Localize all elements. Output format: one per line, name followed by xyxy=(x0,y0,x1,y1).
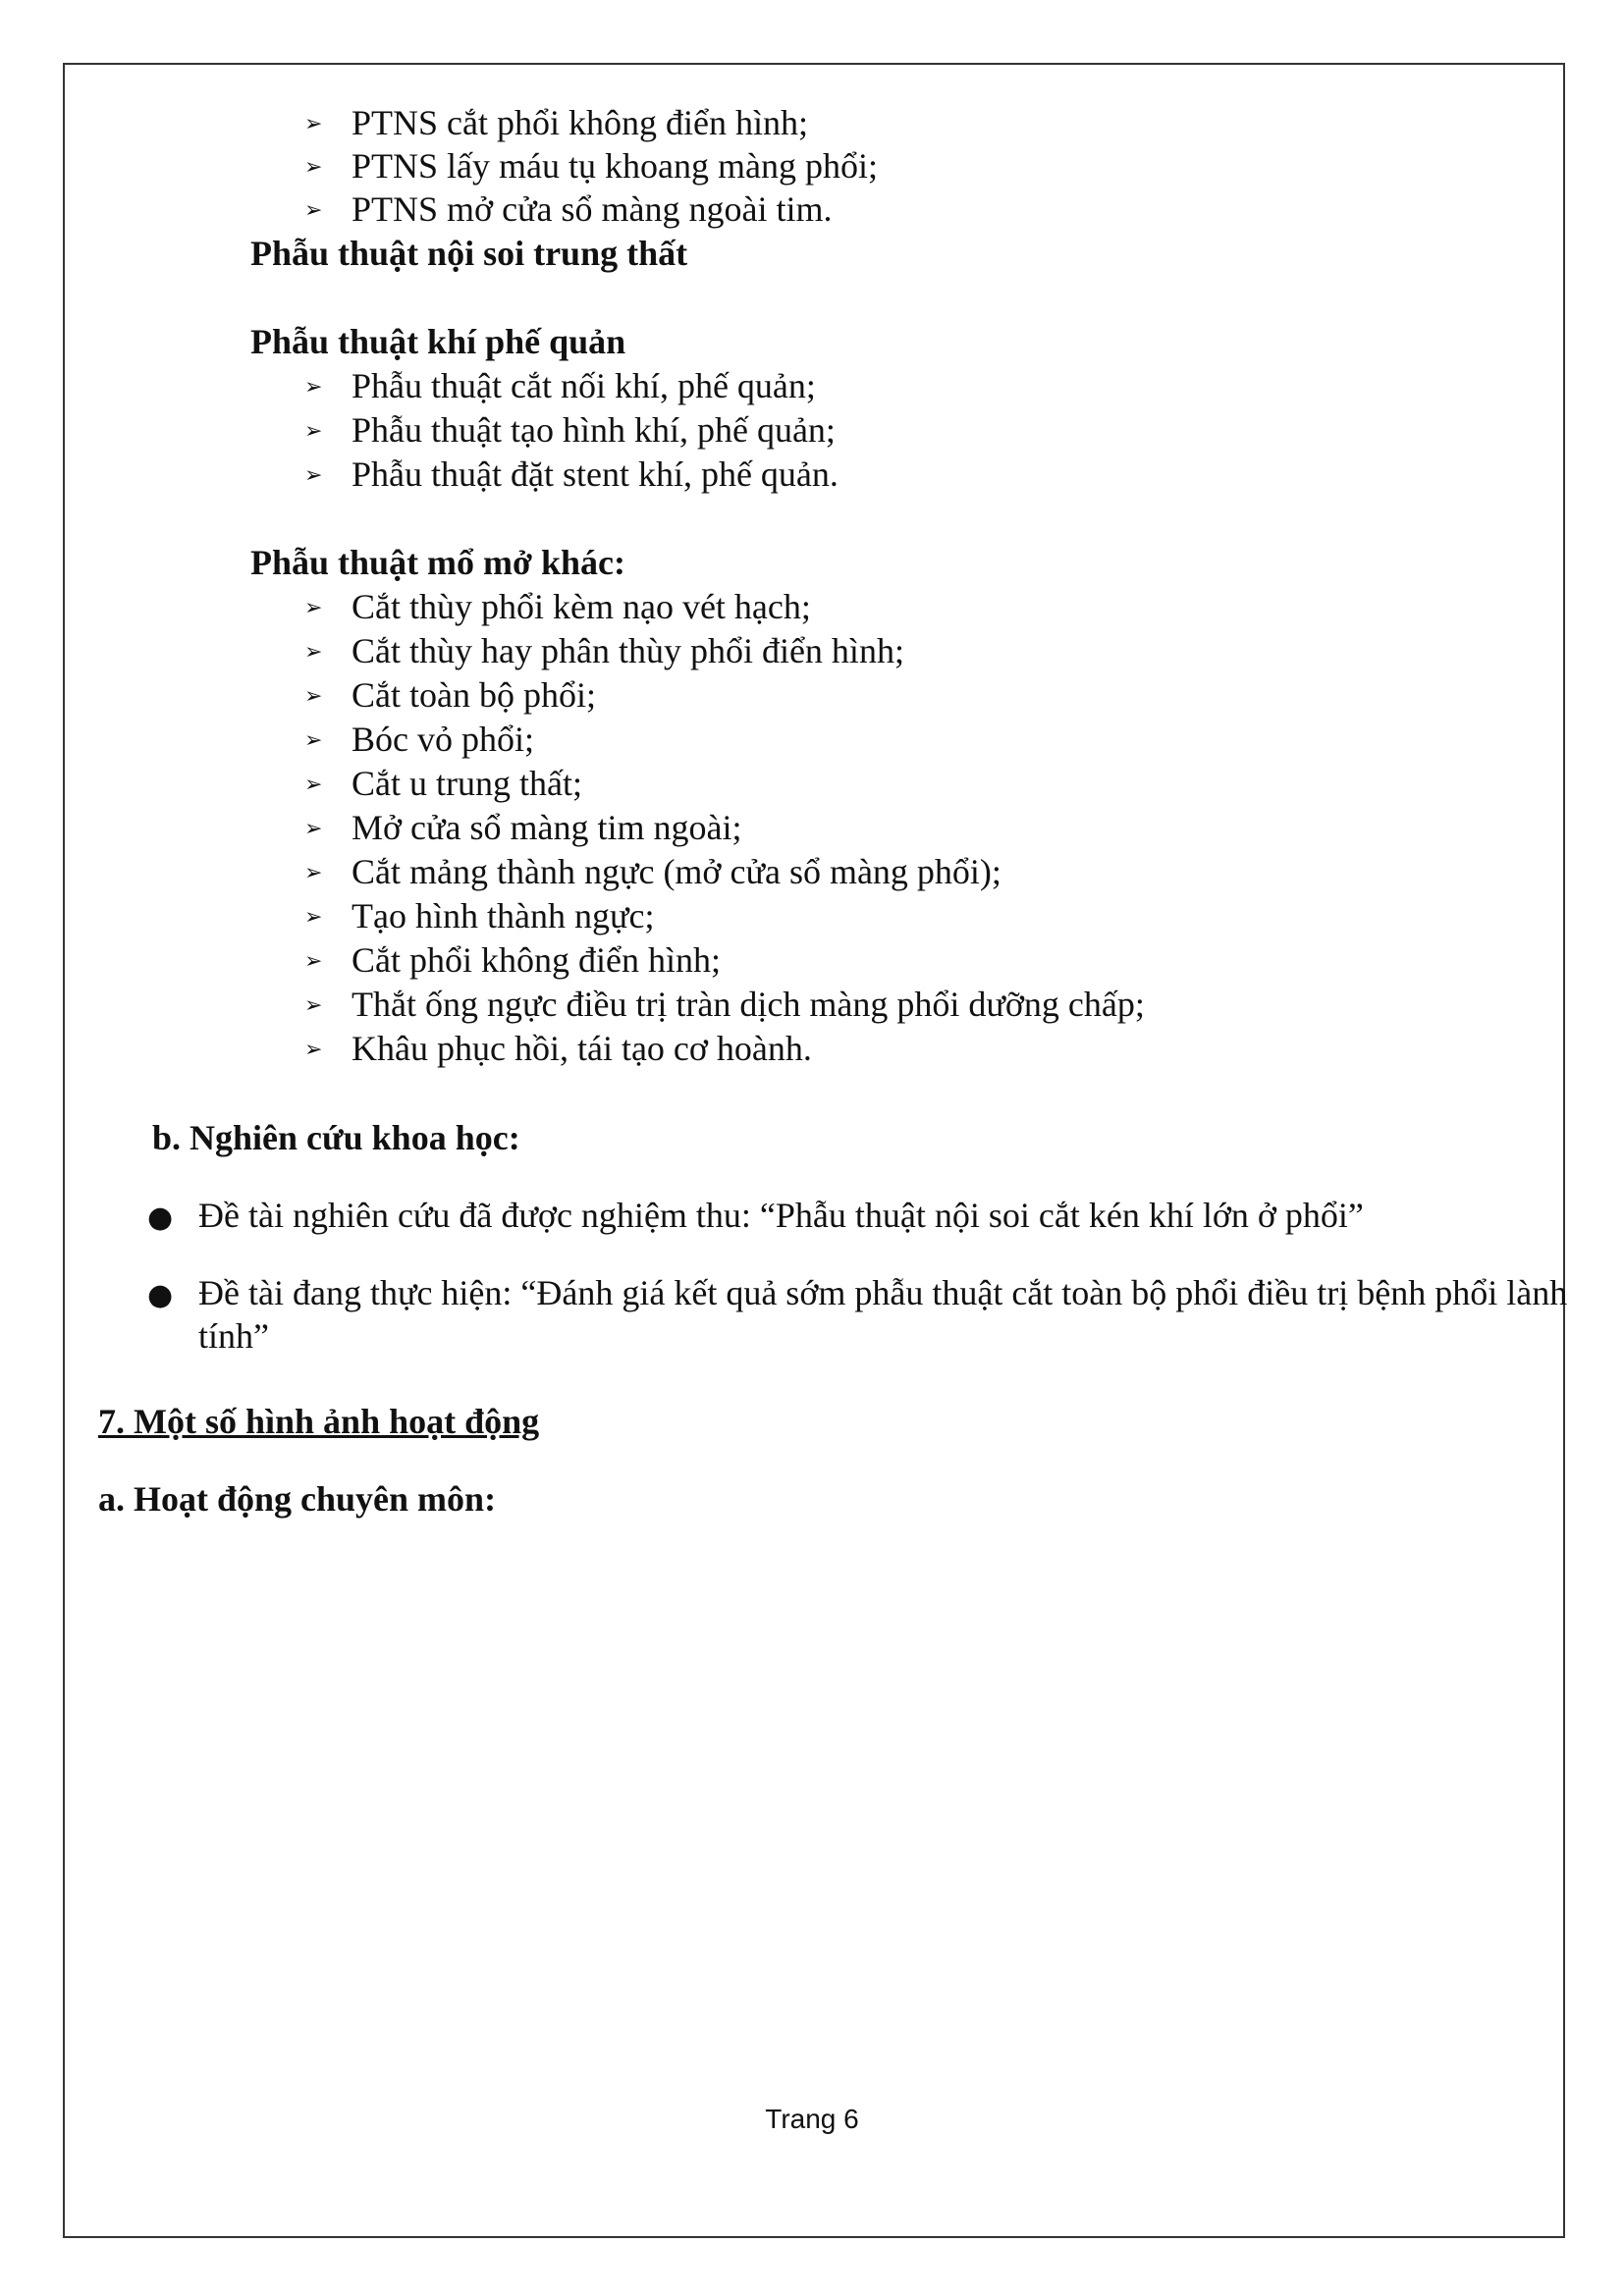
arrow-bullet-icon: ➢ xyxy=(304,905,323,930)
list-item xyxy=(304,894,654,939)
arrow-bullet-icon: ➢ xyxy=(304,463,323,488)
arrow-bullet-icon: ➢ xyxy=(304,375,323,400)
research-item-text: Đề tài nghiên cứu đã được nghiệm thu: “Phẫu thuật nội soi cắt kén khí lớn ở phổi” xyxy=(198,1196,1364,1235)
list-item-text: Cắt u trung thất; xyxy=(352,764,582,803)
list-item xyxy=(304,938,721,984)
list-item xyxy=(304,806,742,851)
list-item-text: Mở cửa sổ màng tim ngoài; xyxy=(352,808,742,847)
arrow-bullet-icon: ➢ xyxy=(304,419,323,444)
arrow-bullet-icon: ➢ xyxy=(304,596,323,620)
list-item xyxy=(304,762,582,807)
list-item-text: PTNS lấy máu tụ khoang màng phổi; xyxy=(352,146,878,186)
list-item-text: Phẫu thuật đặt stent khí, phế quản. xyxy=(352,454,839,494)
list-item xyxy=(304,187,833,233)
heading-open-surgery: Phẫu thuật mổ mở khác: xyxy=(250,543,625,582)
list-item-text: Cắt toàn bộ phổi; xyxy=(352,675,596,715)
arrow-bullet-icon: ➢ xyxy=(304,155,323,180)
section-7-heading: 7. Một số hình ảnh hoạt động xyxy=(98,1402,540,1441)
arrow-bullet-icon: ➢ xyxy=(304,728,323,753)
list-item xyxy=(304,364,816,409)
arrow-bullet-icon: ➢ xyxy=(304,640,323,665)
list-item-text: Phẫu thuật cắt nối khí, phế quản; xyxy=(352,366,816,405)
section-b-heading: b. Nghiên cứu khoa học: xyxy=(152,1118,520,1157)
arrow-bullet-icon: ➢ xyxy=(304,198,323,223)
list-item xyxy=(304,408,836,454)
research-item xyxy=(147,1271,1593,1358)
arrow-bullet-icon: ➢ xyxy=(304,993,323,1018)
list-item-text: PTNS cắt phổi không điển hình; xyxy=(352,103,808,142)
list-item xyxy=(304,144,878,189)
arrow-bullet-icon: ➢ xyxy=(304,861,323,885)
arrow-bullet-icon: ➢ xyxy=(304,112,323,136)
heading-trachea: Phẫu thuật khí phế quản xyxy=(250,322,626,361)
research-item xyxy=(147,1194,1593,1240)
arrow-bullet-icon: ➢ xyxy=(304,1038,323,1062)
list-item-text: Cắt thùy phổi kèm nạo vét hạch; xyxy=(352,587,811,626)
arrow-bullet-icon: ➢ xyxy=(304,684,323,709)
list-item-text: Tạo hình thành ngực; xyxy=(352,896,655,935)
list-item xyxy=(304,1027,812,1072)
list-item xyxy=(304,101,808,146)
list-item-text: Khâu phục hồi, tái tạo cơ hoành. xyxy=(352,1029,812,1068)
list-item-text: Bóc vỏ phổi; xyxy=(352,720,534,759)
arrow-bullet-icon: ➢ xyxy=(304,773,323,797)
list-item xyxy=(304,718,534,763)
page-number: Trang 6 xyxy=(765,2104,859,2134)
list-item-text: Cắt mảng thành ngực (mở cửa sổ màng phổi); xyxy=(352,852,1001,891)
list-item-text: PTNS mở cửa sổ màng ngoài tim. xyxy=(352,189,833,229)
list-item xyxy=(304,453,839,498)
arrow-bullet-icon: ➢ xyxy=(304,949,323,974)
list-item-text: Cắt phổi không điển hình; xyxy=(352,940,721,980)
list-item xyxy=(304,585,811,630)
list-item-text: Cắt thùy hay phân thùy phổi điển hình; xyxy=(352,631,904,670)
list-item xyxy=(304,673,596,719)
section-7a-heading: a. Hoạt động chuyên môn: xyxy=(98,1479,497,1519)
research-item-text: Đề tài đang thực hiện: “Đánh giá kết quả sớm phẫu thuật cắt toàn bộ phổi điều trị bệnh phổi lành tính” xyxy=(198,1273,1568,1356)
arrow-bullet-icon: ➢ xyxy=(304,817,323,841)
list-item xyxy=(304,983,1145,1028)
dot-bullet-icon: ● xyxy=(147,1278,174,1312)
dot-bullet-icon: ● xyxy=(147,1201,174,1235)
list-item xyxy=(304,850,1001,895)
list-item-text: Thắt ống ngực điều trị tràn dịch màng phổi dưỡng chấp; xyxy=(352,985,1145,1024)
heading-mediastinum: Phẫu thuật nội soi trung thất xyxy=(250,234,688,273)
list-item-text: Phẫu thuật tạo hình khí, phế quản; xyxy=(352,410,836,450)
list-item xyxy=(304,629,904,674)
